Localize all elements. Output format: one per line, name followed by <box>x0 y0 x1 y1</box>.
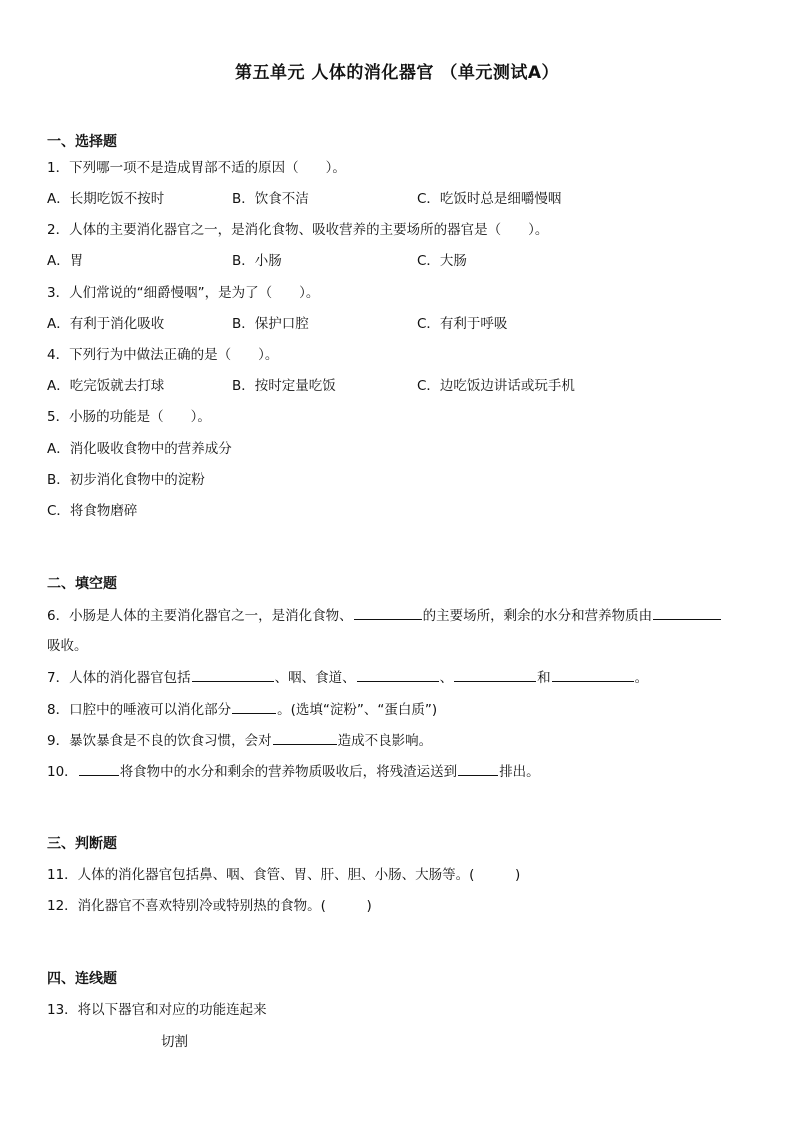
question-10-line <box>47 761 540 782</box>
page-title: 第五单元 人体的消化器官 （单元测试A） <box>235 63 559 83</box>
match-item-function: 切割 <box>161 1034 188 1050</box>
question-10-text-1: 10． <box>47 764 78 780</box>
question-6-line1 <box>47 605 722 626</box>
question-4-option-c: C．边吃饭边讲话或玩手机 <box>417 378 575 394</box>
answer-blank[interactable] <box>552 667 634 682</box>
question-4-stem: 4．下列行为中做法正确的是（ ）。 <box>47 347 279 363</box>
answer-blank[interactable] <box>354 605 422 620</box>
question-5-option-b: B．初步消化食物中的淀粉 <box>47 472 205 488</box>
answer-blank[interactable] <box>192 667 274 682</box>
question-6-text-3: 吸收。 <box>47 638 88 654</box>
question-2-option-b: B．小肠 <box>232 253 282 269</box>
question-5-option-a: A．消化吸收食物中的营养成分 <box>47 441 232 457</box>
question-7-text-4: 和 <box>537 670 551 686</box>
question-4-option-a: A．吃完饭就去打球 <box>47 378 165 394</box>
question-4-option-b: B．按时定量吃饭 <box>232 378 336 394</box>
question-1-stem: 1．下列哪一项不是造成胃部不适的原因（ ）。 <box>47 160 346 176</box>
question-1-option-a: A．长期吃饭不按时 <box>47 191 165 207</box>
question-7-text-5: 。 <box>634 670 649 686</box>
question-9-text-1: 9．暴饮暴食是不良的饮食习惯，会对 <box>47 733 272 749</box>
question-3-option-b: B．保护口腔 <box>232 316 309 332</box>
question-6-text-1: 6．小肠是人体的主要消化器官之一，是消化食物、 <box>47 608 353 624</box>
question-5-option-c: C．将食物磨碎 <box>47 503 138 519</box>
section-heading-choice: 一、选择题 <box>47 134 117 150</box>
section-heading-judge: 三、判断题 <box>47 836 117 852</box>
question-9-line <box>47 730 432 751</box>
question-2-option-a: A．胃 <box>47 253 84 269</box>
section-heading-match: 四、连线题 <box>47 971 117 987</box>
question-7-text-3: 、 <box>439 670 454 686</box>
answer-blank[interactable] <box>79 761 119 776</box>
question-10-text-2: 将食物中的水分和剩余的营养物质吸收后，将残渣运送到 <box>119 764 458 780</box>
answer-blank[interactable] <box>454 667 536 682</box>
question-8-text-1: 8．口腔中的唾液可以消化部分 <box>47 702 232 718</box>
question-1-option-c: C．吃饭时总是细嚼慢咽 <box>417 191 562 207</box>
question-13-stem: 13．将以下器官和对应的功能连起来 <box>47 1002 267 1018</box>
question-5-stem: 5．小肠的功能是（ ）。 <box>47 409 211 425</box>
answer-blank[interactable] <box>273 730 337 745</box>
question-1-option-b: B．饮食不洁 <box>232 191 309 207</box>
answer-blank[interactable] <box>458 761 498 776</box>
question-6-text-2: 的主要场所，剩余的水分和营养物质由 <box>422 608 653 624</box>
question-7-line <box>47 667 648 688</box>
question-11-stem: 11．人体的消化器官包括鼻、咽、食管、胃、肝、胆、小肠、大肠等。( ) <box>47 867 521 883</box>
question-9-text-2: 造成不良影响。 <box>337 733 433 749</box>
question-8-text-2: 。(选填“淀粉”、“蛋白质”) <box>277 702 438 718</box>
section-heading-fill: 二、填空题 <box>47 576 117 592</box>
question-7-text-1: 7．人体的消化器官包括 <box>47 670 191 686</box>
question-3-option-a: A．有利于消化吸收 <box>47 316 165 332</box>
question-2-stem: 2．人体的主要消化器官之一，是消化食物、吸收营养的主要场所的器官是（ ）。 <box>47 222 549 238</box>
answer-blank[interactable] <box>232 699 276 714</box>
question-2-option-c: C．大肠 <box>417 253 467 269</box>
question-12-stem: 12．消化器官不喜欢特别冷或特别热的食物。( ) <box>47 898 372 914</box>
answer-blank[interactable] <box>357 667 439 682</box>
question-7-text-2: 、咽、食道、 <box>274 670 356 686</box>
question-10-text-3: 排出。 <box>499 764 540 780</box>
question-3-stem: 3．人们常说的“细爵慢咽”，是为了（ ）。 <box>47 285 320 301</box>
answer-blank[interactable] <box>653 605 721 620</box>
question-8-line <box>47 699 437 720</box>
question-3-option-c: C．有利于呼吸 <box>417 316 508 332</box>
